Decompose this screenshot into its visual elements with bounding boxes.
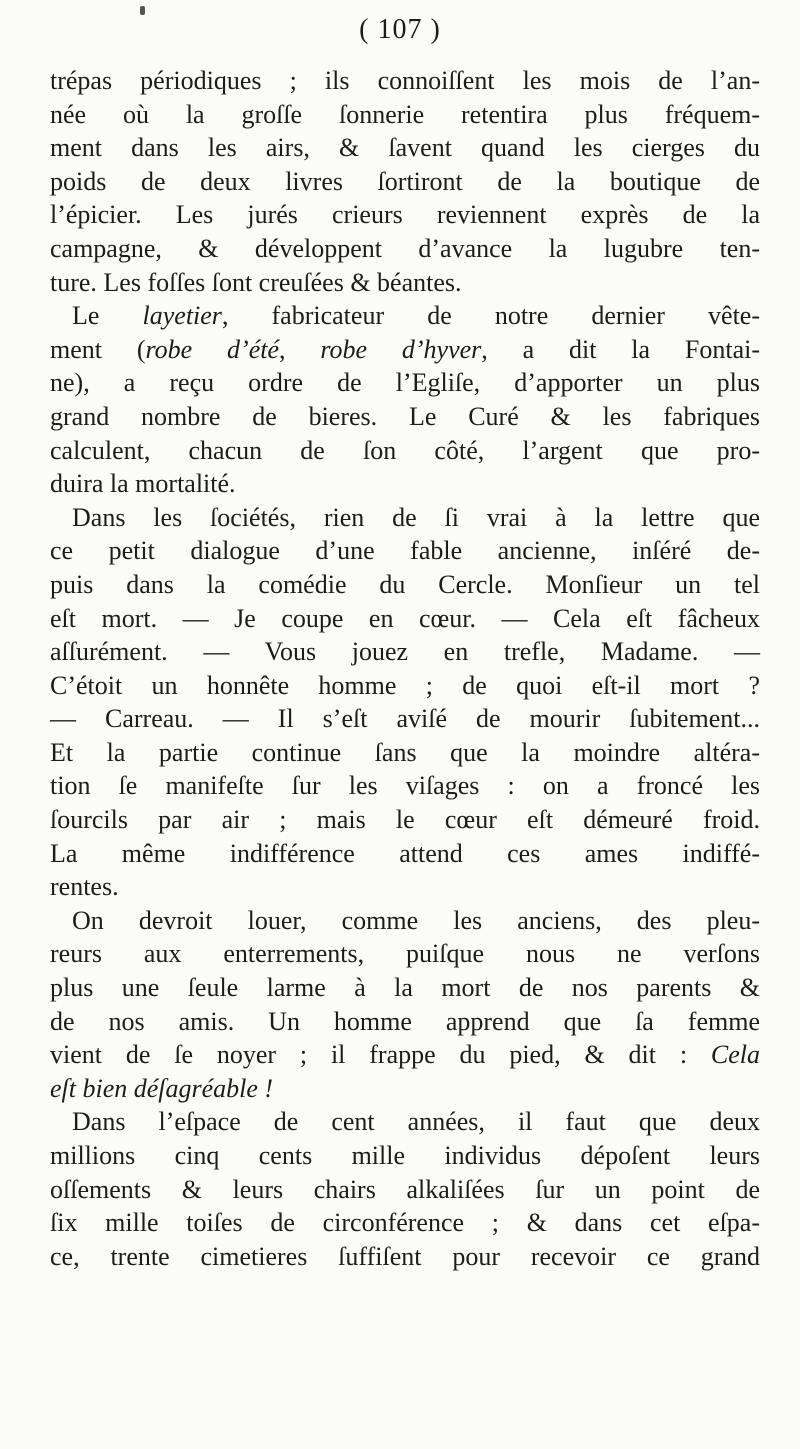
text-line — [50, 870, 760, 904]
text-run: millions cinq cents mille individus dépoſent leurs — [50, 1141, 760, 1170]
text-line — [50, 266, 760, 300]
text-run: eſt mort. — Je coupe en cœur. — Cela eſt fâcheux — [50, 603, 760, 633]
text-run: , fabricateur de notre dernier vête- — [221, 301, 760, 331]
text-run: l’épicier. Les jurés crieurs reviennent exprès de la — [50, 200, 760, 230]
text-run: ce petit dialogue d’une fable ancienne, inſéré de- — [50, 536, 760, 566]
text-run: Et la partie continue ſans que la moindre altéra- — [50, 737, 760, 767]
text-line — [50, 602, 760, 636]
text-run: plus une ſeule larme à la mort de nos parents & — [50, 973, 760, 1003]
text-run: née où la groſſe ſonnerie retentira plus fréquem- — [50, 99, 760, 129]
text-line — [50, 937, 760, 971]
text-line — [50, 669, 760, 703]
text-line — [50, 702, 760, 736]
text-line — [50, 837, 760, 871]
text-line — [50, 1173, 760, 1207]
page-number: ( 107 ) — [359, 14, 441, 45]
italic-text: layetier — [142, 301, 222, 331]
text-line — [50, 736, 760, 770]
text-line — [50, 98, 760, 132]
text-run: grand nombre de bieres. Le Curé & les fabriques — [50, 401, 760, 431]
text-run: ment ( — [50, 334, 146, 364]
text-run: tion ſe manifeſte ſur les viſages : on a froncé les — [50, 771, 760, 801]
text-line — [50, 434, 760, 468]
text-line — [50, 400, 760, 434]
italic-text: eſt bien déſagréable ! — [50, 1073, 274, 1103]
text-line — [50, 198, 760, 232]
text-run: duira la mortalité. — [50, 469, 236, 499]
text-line — [50, 635, 760, 669]
text-line — [50, 904, 760, 938]
text-line — [50, 1072, 760, 1106]
text-run: — Carreau. — Il s’eſt aviſé de mourir ſubitement... — [50, 704, 760, 734]
text-run: ſix mille toiſes de circonférence ; & dans cet eſpa- — [50, 1208, 760, 1238]
italic-text: robe d’été — [145, 334, 279, 364]
text-run: vient de ſe noyer ; il frappe du pied, & dit : — [50, 1040, 711, 1070]
text-line — [50, 1105, 760, 1139]
text-line — [50, 1139, 760, 1173]
text-run: On devroit louer, comme les anciens, des pleu- — [72, 905, 760, 935]
text-line — [50, 64, 760, 98]
text-line — [50, 232, 760, 266]
italic-text: robe d’hyver — [320, 334, 482, 364]
text-line — [50, 1038, 760, 1072]
text-run: , — [279, 334, 321, 364]
text-line — [50, 299, 760, 333]
text-run: Dans l’eſpace de cent années, il faut que deux — [72, 1107, 760, 1137]
text-run: aſſurément. — Vous jouez en trefle, Madame. — — [50, 637, 760, 667]
text-line — [50, 165, 760, 199]
text-run: ſourcils par air ; mais le cœur eſt démeuré froid. — [50, 805, 760, 835]
text-run: oſſements & leurs chairs alkaliſées ſur un point de — [50, 1174, 760, 1204]
text-run: ment dans les airs, & ſavent quand les cierges du — [50, 133, 760, 163]
text-line — [50, 769, 760, 803]
text-line — [50, 333, 760, 367]
text-line — [50, 971, 760, 1005]
text-run: reurs aux enterrements, puiſque nous ne verſons — [50, 939, 760, 969]
text-run: , a dit la Fontai- — [481, 334, 761, 364]
text-run: rentes. — [50, 872, 119, 902]
text-line — [50, 803, 760, 837]
text-line — [50, 501, 760, 535]
text-run: trépas périodiques ; ils connoiſſent les mois de l’an- — [50, 66, 760, 95]
text-line — [50, 1206, 760, 1240]
text-run: de nos amis. Un homme apprend que ſa femme — [50, 1006, 760, 1036]
text-line — [50, 534, 760, 568]
text-line — [50, 366, 760, 400]
text-run: La même indifférence attend ces ames indiffé- — [50, 838, 760, 868]
text-run: Dans les ſociétés, rien de ſi vrai à la lettre que — [72, 502, 760, 532]
text-run: ture. Les foſſes ſont creuſées & béantes. — [50, 267, 462, 297]
text-run: ne), a reçu ordre de l’Egliſe, d’apporter un plus — [50, 368, 760, 398]
text-line — [50, 1005, 760, 1039]
text-line — [50, 131, 760, 165]
text-run: poids de deux livres ſortiront de la boutique de — [50, 166, 760, 196]
text-run: calculent, chacun de ſon côté, l’argent que pro- — [50, 435, 760, 465]
text-line — [50, 568, 760, 602]
text-line — [50, 1240, 760, 1274]
text-run: C’étoit un honnête homme ; de quoi eſt-il mort ? — [50, 670, 760, 700]
text-run: ce, trente cimetieres ſuffiſent pour recevoir ce grand — [50, 1241, 760, 1271]
text-line — [50, 467, 760, 501]
text-run: campagne, & développent d’avance la lugubre ten- — [50, 233, 760, 263]
italic-text: Cela — [710, 1040, 760, 1070]
text-run: puis dans la comédie du Cercle. Monſieur un tel — [50, 569, 760, 599]
body-text — [50, 64, 760, 1273]
text-run: Le — [72, 301, 143, 331]
